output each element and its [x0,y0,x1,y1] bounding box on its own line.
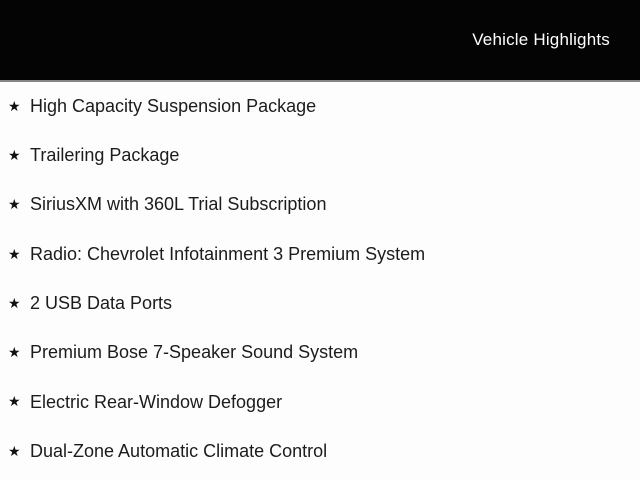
list-item-label: Dual-Zone Automatic Climate Control [30,440,328,461]
list-item [0,279,640,328]
star-icon: ★ [8,196,21,213]
star-icon: ★ [8,245,21,262]
star-icon: ★ [8,97,21,114]
list-item-label: SiriusXM with 360L Trial Subscription [30,194,327,215]
list-item-label: Premium Bose 7-Speaker Sound System [30,342,359,363]
list-item-label: Electric Rear-Window Defogger [30,391,283,412]
list-item [0,378,640,427]
list-item [0,328,640,377]
list-item [0,82,640,131]
star-icon: ★ [8,442,21,459]
header-bar [0,0,640,82]
star-icon: ★ [8,393,21,410]
star-icon: ★ [8,344,21,361]
list-item [0,427,640,476]
list-item [0,131,640,180]
list-item [0,230,640,279]
star-icon: ★ [8,294,21,311]
page-title: Vehicle Highlights [472,30,610,49]
list-item-label: Trailering Package [30,145,180,166]
highlights-list [0,82,640,476]
list-item [0,181,640,230]
star-icon: ★ [8,146,21,163]
list-item-label: 2 USB Data Ports [30,293,173,314]
list-item-label: Radio: Chevrolet Infotainment 3 Premium System [30,243,426,264]
list-item-label: High Capacity Suspension Package [30,95,317,116]
